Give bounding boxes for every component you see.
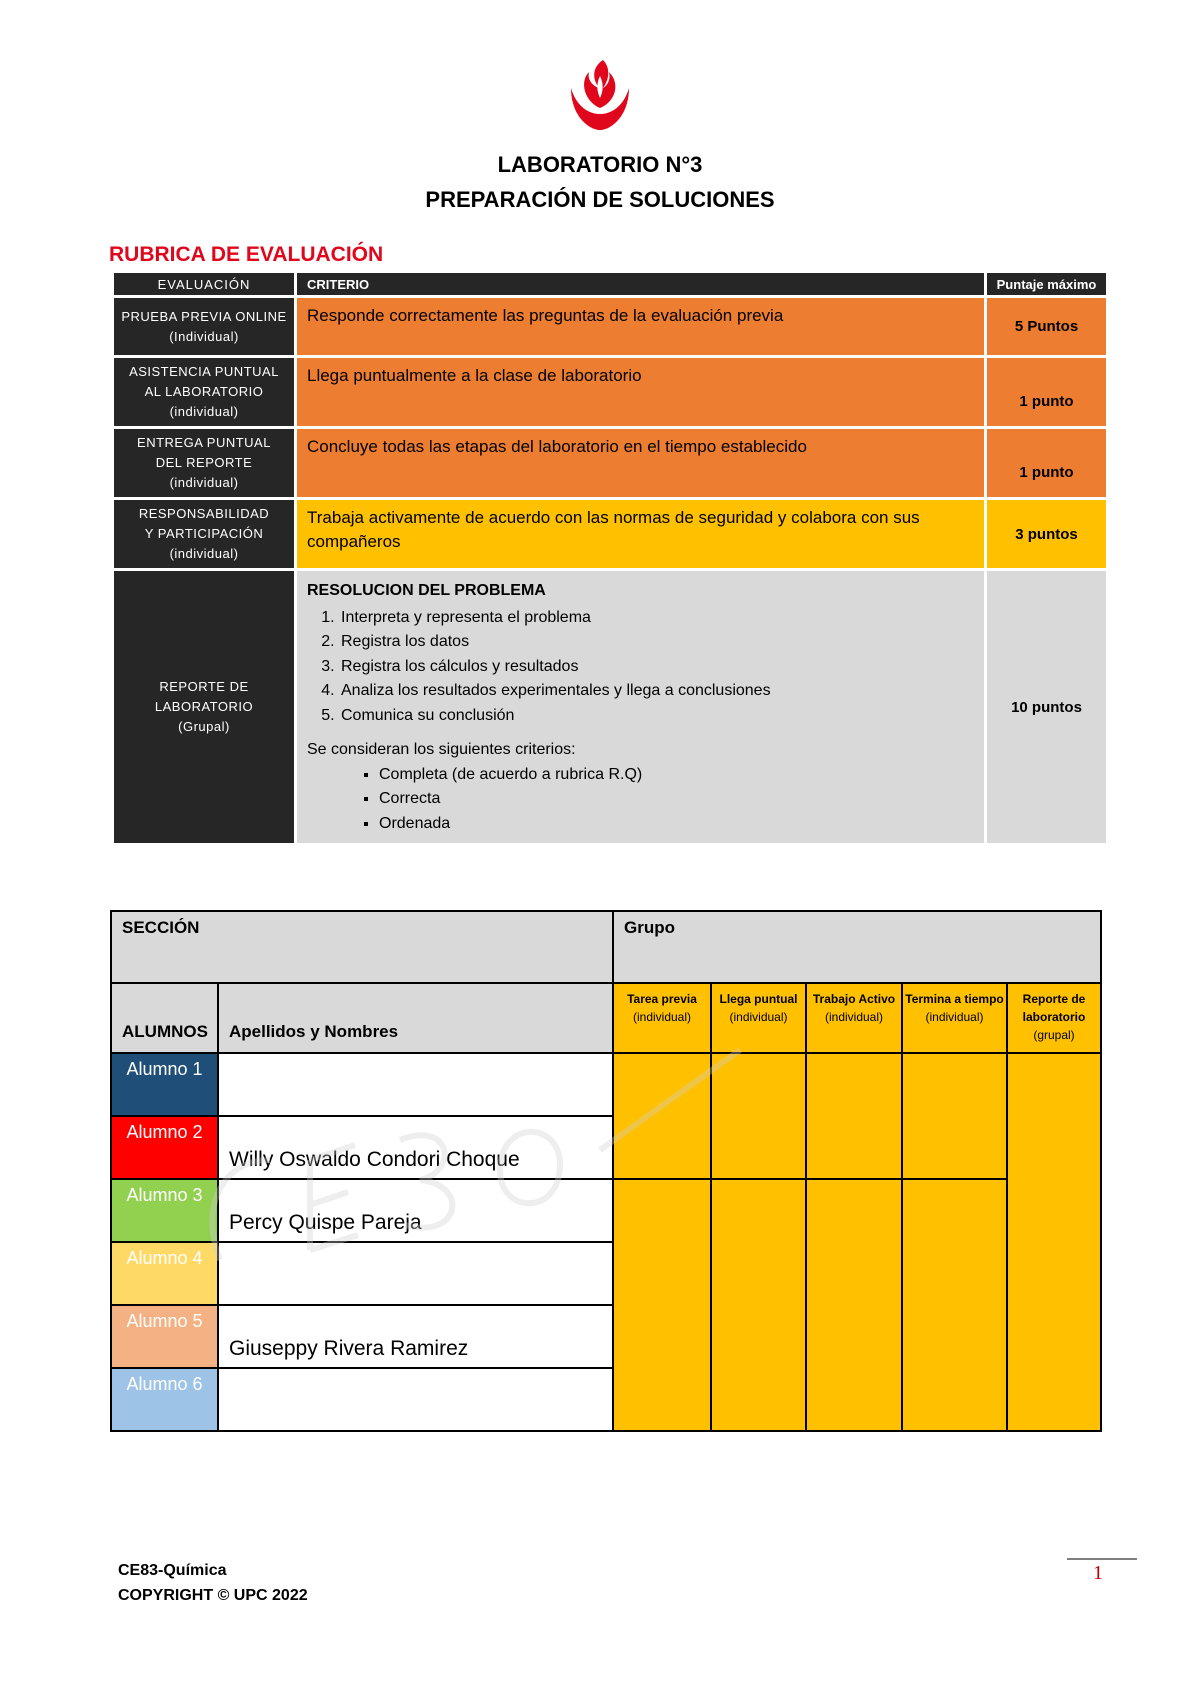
eval-label: ASISTENCIA PUNTUAL AL LABORATORIO <box>129 364 279 399</box>
student-label: Alumno 4 <box>111 1242 218 1305</box>
student-name[interactable]: Percy Quispe Pareja <box>218 1179 613 1242</box>
eval-mode: (individual) <box>169 404 239 419</box>
score-cell[interactable] <box>806 1053 902 1179</box>
score-cell-group[interactable] <box>1007 1053 1101 1431</box>
rubric-points: 10 puntos <box>986 570 1108 845</box>
criteria-item: ▪ Completa (de acuerdo a rubrica R.Q) <box>379 763 974 788</box>
score-column-header <box>613 983 711 1053</box>
score-column-title: Tarea previa <box>627 992 697 1006</box>
col-criterio: CRITERIO <box>296 272 986 297</box>
score-column-header <box>1007 983 1101 1053</box>
student-name[interactable]: Willy Oswaldo Condori Choque <box>218 1116 613 1179</box>
criteria-item: ▪ Correcta <box>379 787 974 812</box>
students-label: ALUMNOS <box>111 983 218 1053</box>
footer <box>118 1558 308 1608</box>
criteria-intro: Se consideran los siguientes criterios: <box>307 741 576 758</box>
page-number: 1 <box>1093 1562 1103 1584</box>
col-puntaje: Puntaje máximo <box>986 272 1108 297</box>
names-label: Apellidos y Nombres <box>218 983 613 1053</box>
page-number-rule <box>1067 1558 1137 1560</box>
rubric-points: 1 punto <box>986 357 1108 428</box>
student-label: Alumno 6 <box>111 1368 218 1431</box>
rubric-row-report <box>113 570 1108 845</box>
group-header-row <box>111 911 1101 983</box>
footer-course: CE83-Química <box>118 1562 227 1579</box>
score-column-header <box>711 983 806 1053</box>
page-title: LABORATORIO N°3 <box>497 152 703 177</box>
score-column-header <box>806 983 902 1053</box>
score-column-mode: (grupal) <box>1033 1028 1075 1042</box>
score-column-mode: (individual) <box>925 1010 984 1024</box>
rubric-criterion-report <box>296 570 986 845</box>
rubric-table <box>111 270 1109 846</box>
eval-label: PRUEBA PREVIA ONLINE <box>121 308 287 324</box>
report-step: 4. Analiza los resultados experimentales y llega a conclusiones <box>339 679 974 704</box>
group-subheader-row <box>111 983 1101 1053</box>
report-step: 1. Interpreta y representa el problema <box>339 606 974 631</box>
student-row <box>111 1053 1101 1116</box>
upc-logo <box>563 58 637 132</box>
student-name[interactable] <box>218 1368 613 1431</box>
rubric-criterion: Llega puntualmente a la clase de laboratorio <box>296 357 986 428</box>
eval-label: ENTREGA PUNTUAL DEL REPORTE <box>137 435 271 470</box>
score-column-title: Reporte de laboratorio <box>1022 992 1086 1024</box>
rubric-row <box>113 499 1108 570</box>
report-step: 3. Registra los cálculos y resultados <box>339 655 974 680</box>
student-label: Alumno 1 <box>111 1053 218 1116</box>
eval-mode: (Grupal) <box>178 719 230 734</box>
rubric-eval <box>113 499 296 570</box>
rubric-criterion: Concluye todas las etapas del laboratorio en el tiempo establecido <box>296 428 986 499</box>
score-column-mode: (individual) <box>729 1010 788 1024</box>
rubric-eval <box>113 357 296 428</box>
score-cell[interactable] <box>902 1179 1007 1431</box>
student-row <box>111 1179 1101 1242</box>
report-step: 5. Comunica su conclusión <box>339 704 974 729</box>
eval-mode: (Individual) <box>169 328 239 344</box>
score-cell[interactable] <box>711 1179 806 1431</box>
rubric-points: 1 punto <box>986 428 1108 499</box>
score-cell[interactable] <box>613 1179 711 1431</box>
rubric-eval <box>113 428 296 499</box>
eval-mode: (individual) <box>169 475 239 490</box>
eval-label: RESPONSABILIDAD Y PARTICIPACIÓN <box>138 506 270 541</box>
footer-copyright: COPYRIGHT © UPC 2022 <box>118 1587 308 1604</box>
rubric-row <box>113 357 1108 428</box>
eval-mode: (individual) <box>169 546 239 561</box>
rubric-eval <box>113 297 296 357</box>
rubric-points: 3 puntos <box>986 499 1108 570</box>
report-step: 2. Registra los datos <box>339 630 974 655</box>
score-column-mode: (individual) <box>632 1010 692 1024</box>
score-column-title: Llega puntual <box>719 992 798 1006</box>
student-name[interactable] <box>218 1242 613 1305</box>
report-steps <box>307 606 974 729</box>
score-cell[interactable] <box>613 1053 711 1179</box>
criteria-list <box>307 763 974 837</box>
score-cell[interactable] <box>902 1053 1007 1179</box>
score-cell[interactable] <box>711 1053 806 1179</box>
rubric-criterion: Trabaja activamente de acuerdo con las normas de seguridad y colabora con sus compañeros <box>296 499 986 570</box>
student-name[interactable] <box>218 1053 613 1116</box>
rubric-criterion: Responde correctamente las preguntas de la evaluación previa <box>296 297 986 357</box>
group-table <box>110 910 1102 1432</box>
col-evaluacion: EVALUACIÓN <box>113 272 296 297</box>
rubric-row <box>113 297 1108 357</box>
page-subtitle: PREPARACIÓN DE SOLUCIONES <box>425 187 775 212</box>
student-label: Alumno 3 <box>111 1179 218 1242</box>
rubric-eval <box>113 570 296 845</box>
score-column-header <box>902 983 1007 1053</box>
student-name[interactable]: Giuseppy Rivera Ramirez <box>218 1305 613 1368</box>
eval-label: REPORTE DE LABORATORIO <box>154 679 254 714</box>
rubric-header-row <box>113 272 1108 297</box>
rubric-points: 5 Puntos <box>986 297 1108 357</box>
score-cell[interactable] <box>806 1179 902 1431</box>
score-column-title: Termina a tiempo <box>905 992 1004 1006</box>
section-label: SECCIÓN <box>111 911 613 983</box>
student-label: Alumno 5 <box>111 1305 218 1368</box>
rubric-row <box>113 428 1108 499</box>
criteria-item: ▪ Ordenada <box>379 812 974 837</box>
group-label: Grupo <box>613 911 1101 983</box>
score-column-mode: (individual) <box>824 1010 884 1024</box>
rubric-heading: RUBRICA DE EVALUACIÓN <box>109 243 384 266</box>
report-heading: RESOLUCION DEL PROBLEMA <box>307 582 546 599</box>
score-column-title: Trabajo Activo <box>812 992 896 1006</box>
student-label: Alumno 2 <box>111 1116 218 1179</box>
